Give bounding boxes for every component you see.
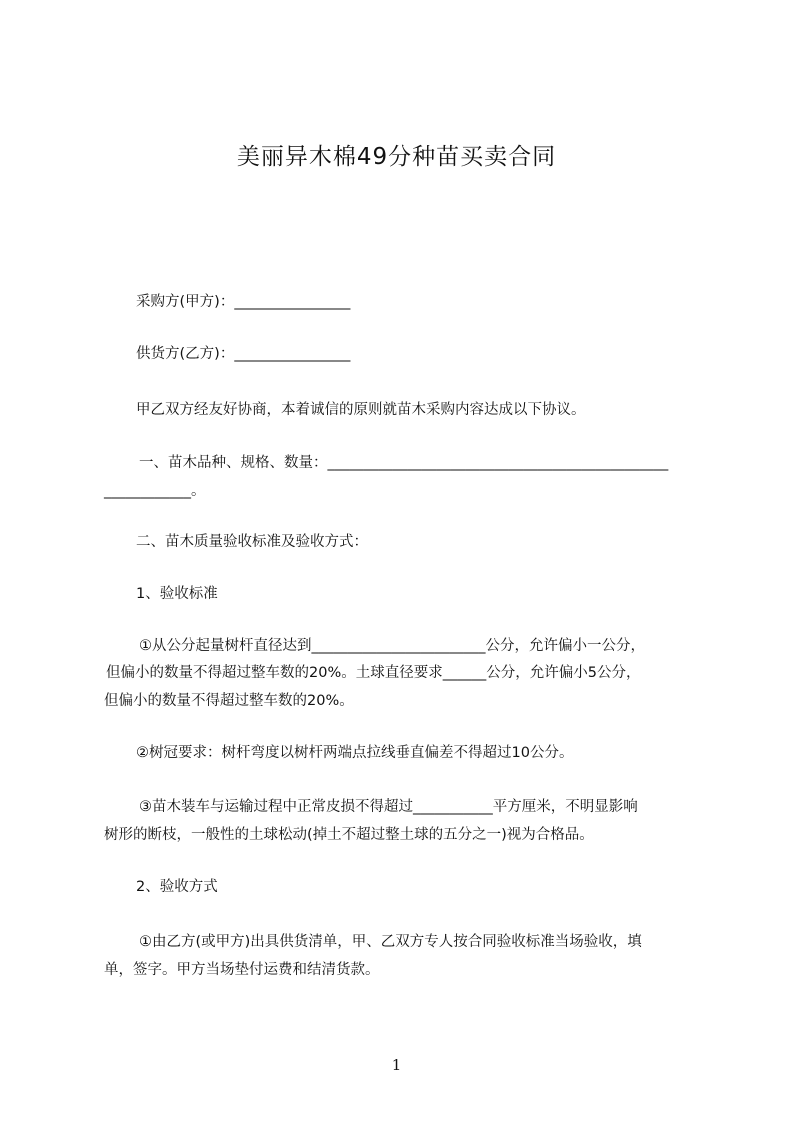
- agreement-intro: 甲乙双方经友好协商，本着诚信的原则就苗木采购内容达成以下协议。: [136, 402, 586, 418]
- method-clause-line-1: ①由乙方(或甲方)出具供货清单，甲、乙双方专人按合同验收标准当场验收，填: [139, 934, 642, 950]
- clause-3-line-2: 树形的断枝，一般性的土球松动(掉土不超过整土球的五分之一)视为合格品。: [104, 827, 594, 843]
- section-1-continuation: ____________。: [104, 483, 206, 499]
- subsection-acceptance-method: 2、验收方式: [136, 879, 218, 895]
- clause-1-line-2: 但偏小的数量不得超过整车数的20%。土球直径要求______公分，允许偏小5公分，: [106, 665, 641, 681]
- document-title: 美丽异木棉49分种苗买卖合同: [236, 144, 557, 170]
- clause-2: ②树冠要求：树杆弯度以树杆两端点拉线垂直偏差不得超过10公分。: [136, 745, 574, 761]
- section-1-heading: 一、苗木品种、规格、数量：_______________________________________________: [139, 455, 669, 471]
- buyer-line: 采购方(甲方)：________________: [136, 294, 351, 310]
- subsection-acceptance-standard: 1、验收标准: [136, 586, 218, 602]
- supplier-line: 供货方(乙方)：________________: [136, 346, 351, 362]
- page-number: 1: [391, 1056, 402, 1074]
- clause-3-line-1: ③苗木装车与运输过程中正常皮损不得超过___________平方厘米，不明显影响: [139, 799, 638, 815]
- section-2-heading: 二、苗木质量验收标准及验收方式：: [136, 534, 368, 550]
- method-clause-line-2: 单，签字。甲方当场垫付运费和结清货款。: [104, 962, 380, 978]
- clause-1-line-3: 但偏小的数量不得超过整车数的20%。: [104, 693, 354, 709]
- clause-1-line-1: ①从公分起量树杆直径达到________________________公分，允许偏小一公分，: [139, 638, 645, 654]
